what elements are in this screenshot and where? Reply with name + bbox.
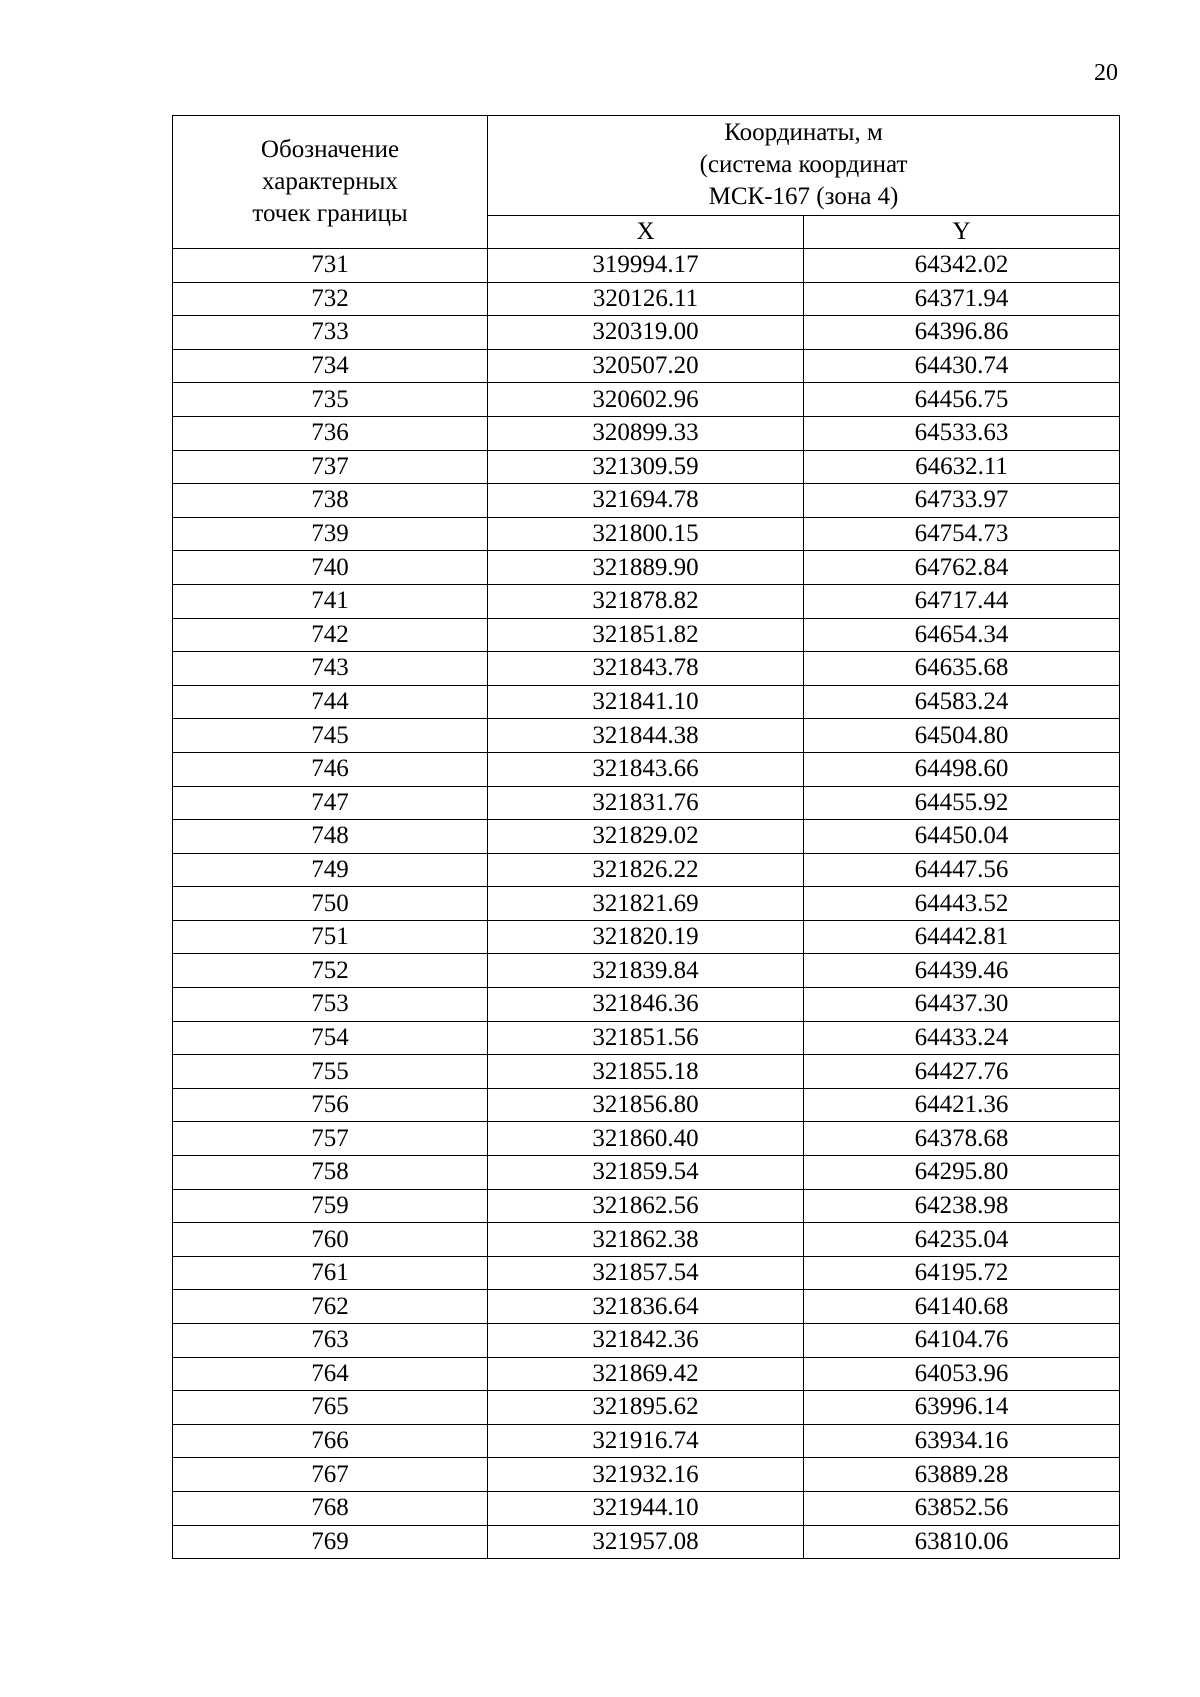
y-coordinate-cell: 64433.24 [804, 1021, 1120, 1055]
table-row [173, 853, 1120, 887]
y-coordinate-cell: 64442.81 [804, 920, 1120, 954]
y-coordinate-cell: 64295.80 [804, 1156, 1120, 1190]
x-coordinate-cell: 321855.18 [488, 1055, 804, 1089]
header-points [173, 116, 488, 249]
table-row [173, 1491, 1120, 1525]
x-coordinate-cell: 321694.78 [488, 484, 804, 518]
y-coordinate-cell: 64717.44 [804, 584, 1120, 618]
y-coordinate-cell: 64447.56 [804, 853, 1120, 887]
point-id-cell: 740 [173, 551, 488, 585]
point-id-cell: 743 [173, 652, 488, 686]
table-row [173, 1189, 1120, 1223]
x-coordinate-cell: 321846.36 [488, 988, 804, 1022]
x-coordinate-cell: 321826.22 [488, 853, 804, 887]
point-id-cell: 741 [173, 584, 488, 618]
x-coordinate-cell: 321821.69 [488, 887, 804, 921]
y-coordinate-cell: 64371.94 [804, 282, 1120, 316]
header-points-line1: Обозначение [260, 136, 400, 163]
x-coordinate-cell: 320899.33 [488, 416, 804, 450]
x-coordinate-cell: 321856.80 [488, 1088, 804, 1122]
y-coordinate-cell: 64342.02 [804, 249, 1120, 283]
y-coordinate-cell: 64437.30 [804, 988, 1120, 1022]
point-id-cell: 769 [173, 1525, 488, 1559]
y-coordinate-cell: 64632.11 [804, 450, 1120, 484]
table-header [173, 116, 1120, 249]
point-id-cell: 746 [173, 752, 488, 786]
point-id-cell: 759 [173, 1189, 488, 1223]
point-id-cell: 764 [173, 1357, 488, 1391]
x-coordinate-cell: 321860.40 [488, 1122, 804, 1156]
table-row [173, 752, 1120, 786]
x-coordinate-cell: 321932.16 [488, 1458, 804, 1492]
x-coordinate-cell: 321869.42 [488, 1357, 804, 1391]
x-coordinate-cell: 320319.00 [488, 316, 804, 350]
y-coordinate-cell: 64235.04 [804, 1223, 1120, 1257]
y-coordinate-cell: 64140.68 [804, 1290, 1120, 1324]
y-coordinate-cell: 63810.06 [804, 1525, 1120, 1559]
point-id-cell: 766 [173, 1424, 488, 1458]
x-coordinate-cell: 321916.74 [488, 1424, 804, 1458]
table-row [173, 719, 1120, 753]
point-id-cell: 739 [173, 517, 488, 551]
table-row [173, 954, 1120, 988]
x-coordinate-cell: 321836.64 [488, 1290, 804, 1324]
point-id-cell: 747 [173, 786, 488, 820]
y-coordinate-cell: 64583.24 [804, 685, 1120, 719]
header-y: Y [804, 215, 1120, 248]
table-row [173, 1156, 1120, 1190]
point-id-cell: 734 [173, 349, 488, 383]
point-id-cell: 736 [173, 416, 488, 450]
table-row [173, 1290, 1120, 1324]
x-coordinate-cell: 321862.56 [488, 1189, 804, 1223]
x-coordinate-cell: 321831.76 [488, 786, 804, 820]
point-id-cell: 760 [173, 1223, 488, 1257]
table-row [173, 1055, 1120, 1089]
table-row [173, 1122, 1120, 1156]
table-row [173, 786, 1120, 820]
y-coordinate-cell: 64439.46 [804, 954, 1120, 988]
table-row [173, 484, 1120, 518]
table-row [173, 1458, 1120, 1492]
x-coordinate-cell: 321857.54 [488, 1256, 804, 1290]
x-coordinate-cell: 319994.17 [488, 249, 804, 283]
point-id-cell: 765 [173, 1391, 488, 1425]
y-coordinate-cell: 63889.28 [804, 1458, 1120, 1492]
table-row [173, 652, 1120, 686]
header-coords-line3: МСК-167 (зона 4) [708, 183, 899, 211]
x-coordinate-cell: 321842.36 [488, 1324, 804, 1358]
table-row [173, 584, 1120, 618]
x-coordinate-cell: 321839.84 [488, 954, 804, 988]
y-coordinate-cell: 63852.56 [804, 1491, 1120, 1525]
point-id-cell: 733 [173, 316, 488, 350]
x-coordinate-cell: 321889.90 [488, 551, 804, 585]
y-coordinate-cell: 64427.76 [804, 1055, 1120, 1089]
x-coordinate-cell: 321309.59 [488, 450, 804, 484]
y-coordinate-cell: 64450.04 [804, 820, 1120, 854]
point-id-cell: 742 [173, 618, 488, 652]
point-id-cell: 751 [173, 920, 488, 954]
table-row [173, 1424, 1120, 1458]
y-coordinate-cell: 64443.52 [804, 887, 1120, 921]
point-id-cell: 753 [173, 988, 488, 1022]
y-coordinate-cell: 64104.76 [804, 1324, 1120, 1358]
point-id-cell: 768 [173, 1491, 488, 1525]
page-number: 20 [1094, 60, 1118, 86]
table-row [173, 349, 1120, 383]
y-coordinate-cell: 64195.72 [804, 1256, 1120, 1290]
coordinates-table [172, 115, 1120, 1559]
y-coordinate-cell: 64456.75 [804, 383, 1120, 417]
y-coordinate-cell: 64053.96 [804, 1357, 1120, 1391]
point-id-cell: 755 [173, 1055, 488, 1089]
point-id-cell: 754 [173, 1021, 488, 1055]
point-id-cell: 756 [173, 1088, 488, 1122]
x-coordinate-cell: 321843.66 [488, 752, 804, 786]
y-coordinate-cell: 64654.34 [804, 618, 1120, 652]
point-id-cell: 767 [173, 1458, 488, 1492]
table-row [173, 1391, 1120, 1425]
x-coordinate-cell: 321862.38 [488, 1223, 804, 1257]
table-row [173, 249, 1120, 283]
table-row [173, 920, 1120, 954]
point-id-cell: 749 [173, 853, 488, 887]
x-coordinate-cell: 321859.54 [488, 1156, 804, 1190]
table-row [173, 1088, 1120, 1122]
x-coordinate-cell: 321829.02 [488, 820, 804, 854]
table-body [173, 249, 1120, 1559]
table-row [173, 416, 1120, 450]
point-id-cell: 758 [173, 1156, 488, 1190]
header-coords-line2: (система координат [699, 151, 908, 179]
table-row [173, 820, 1120, 854]
y-coordinate-cell: 64762.84 [804, 551, 1120, 585]
point-id-cell: 735 [173, 383, 488, 417]
point-id-cell: 750 [173, 887, 488, 921]
y-coordinate-cell: 64238.98 [804, 1189, 1120, 1223]
y-coordinate-cell: 64378.68 [804, 1122, 1120, 1156]
y-coordinate-cell: 63996.14 [804, 1391, 1120, 1425]
table-row [173, 1525, 1120, 1559]
table-row [173, 282, 1120, 316]
table-row [173, 685, 1120, 719]
x-coordinate-cell: 321843.78 [488, 652, 804, 686]
point-id-cell: 763 [173, 1324, 488, 1358]
x-coordinate-cell: 320602.96 [488, 383, 804, 417]
point-id-cell: 738 [173, 484, 488, 518]
table-row [173, 316, 1120, 350]
table-row [173, 551, 1120, 585]
table-row [173, 450, 1120, 484]
y-coordinate-cell: 64635.68 [804, 652, 1120, 686]
y-coordinate-cell: 64733.97 [804, 484, 1120, 518]
table-row [173, 1223, 1120, 1257]
y-coordinate-cell: 64430.74 [804, 349, 1120, 383]
point-id-cell: 752 [173, 954, 488, 988]
x-coordinate-cell: 321820.19 [488, 920, 804, 954]
point-id-cell: 744 [173, 685, 488, 719]
y-coordinate-cell: 63934.16 [804, 1424, 1120, 1458]
table-row [173, 1324, 1120, 1358]
point-id-cell: 745 [173, 719, 488, 753]
y-coordinate-cell: 64498.60 [804, 752, 1120, 786]
point-id-cell: 748 [173, 820, 488, 854]
y-coordinate-cell: 64421.36 [804, 1088, 1120, 1122]
point-id-cell: 732 [173, 282, 488, 316]
table-row [173, 887, 1120, 921]
point-id-cell: 757 [173, 1122, 488, 1156]
y-coordinate-cell: 64455.92 [804, 786, 1120, 820]
table-row [173, 988, 1120, 1022]
x-coordinate-cell: 321844.38 [488, 719, 804, 753]
x-coordinate-cell: 320507.20 [488, 349, 804, 383]
point-id-cell: 737 [173, 450, 488, 484]
table-row [173, 618, 1120, 652]
table-row [173, 517, 1120, 551]
y-coordinate-cell: 64504.80 [804, 719, 1120, 753]
header-points-line2: характерных [262, 168, 398, 195]
x-coordinate-cell: 321957.08 [488, 1525, 804, 1559]
header-coords-line1: Координаты, м [724, 119, 883, 147]
x-coordinate-cell: 321878.82 [488, 584, 804, 618]
table-row [173, 1256, 1120, 1290]
point-id-cell: 761 [173, 1256, 488, 1290]
point-id-cell: 762 [173, 1290, 488, 1324]
header-points-line3: точек границы [252, 200, 408, 227]
x-coordinate-cell: 321851.82 [488, 618, 804, 652]
table-row [173, 383, 1120, 417]
x-coordinate-cell: 320126.11 [488, 282, 804, 316]
y-coordinate-cell: 64754.73 [804, 517, 1120, 551]
x-coordinate-cell: 321851.56 [488, 1021, 804, 1055]
header-coordinates [488, 116, 1120, 216]
x-coordinate-cell: 321895.62 [488, 1391, 804, 1425]
y-coordinate-cell: 64533.63 [804, 416, 1120, 450]
table-row [173, 1357, 1120, 1391]
x-coordinate-cell: 321944.10 [488, 1491, 804, 1525]
table-row [173, 1021, 1120, 1055]
y-coordinate-cell: 64396.86 [804, 316, 1120, 350]
x-coordinate-cell: 321841.10 [488, 685, 804, 719]
x-coordinate-cell: 321800.15 [488, 517, 804, 551]
header-x: X [488, 215, 804, 248]
point-id-cell: 731 [173, 249, 488, 283]
